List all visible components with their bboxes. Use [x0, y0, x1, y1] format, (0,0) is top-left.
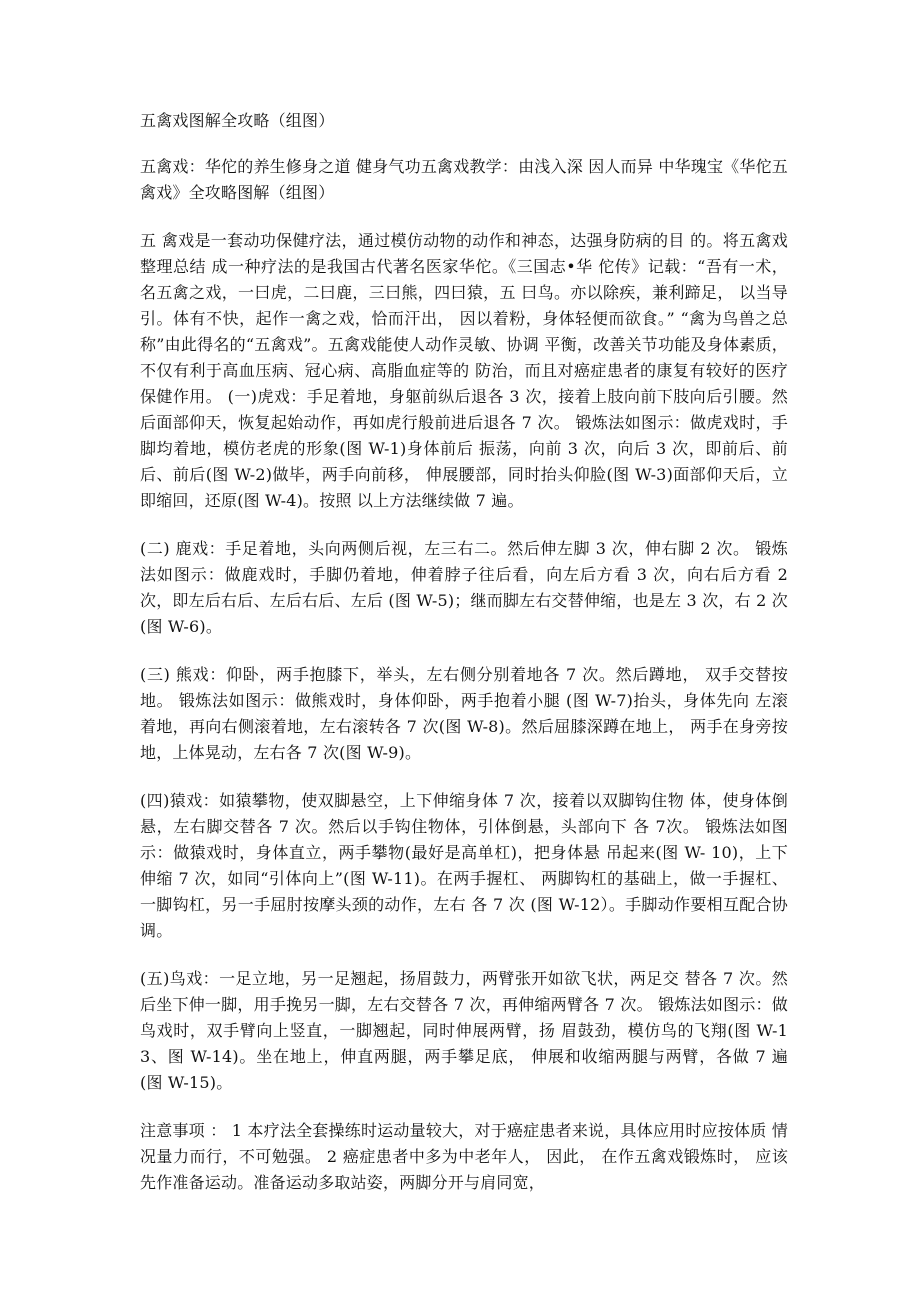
document-title: 五禽戏图解全攻略（组图） — [140, 111, 335, 130]
paragraph-intro-tiger: 五 禽戏是一套动功保健疗法，通过模仿动物的动作和神态，达强身防病的目 的。将五禽戏整理总结 成一种疗法的是我国古代著名医家华佗。《三国志•华 佗传》记载：“吾有一术，名五禽之戏，一曰虎，二曰鹿，三曰熊，四曰猿，五 曰鸟。亦以除疾，兼利蹄足， 以当导引。体有不快，起作一禽之戏，恰而汗出， 因以着粉，身体轻便而欲食。” “禽为鸟兽之总称”由此得名的“五禽戏”。五禽戏能使人动作灵敏、协调 平衡，改善关节功能及身体素质，不仅有利于高血压病、冠心病、高脂血症等的 防治，而且对癌症患者的康复有较好的医疗保健作用。 (一)虎戏：手足着地，身躯前纵后退各 3 次，接着上肢向前下肢向后引腰。然后面部仰天，恢复起始动作，再如虎行般前进后退各 7 次。 锻炼法如图示：做虎戏时，手脚均着地，模仿老虎的形象(图 W-1)身体前后 振荡，向前 3 次，向后 3 次，即前后、前后、前后(图 W-2)做毕，两手向前移， 伸展腰部，同时抬头仰脸(图 W-3)面部仰天后，立即缩回，还原(图 W-4)。按照 以上方法继续做 7 遍。 — [140, 231, 788, 510]
document-page — [140, 108, 788, 1218]
paragraph-deer: (二) 鹿戏：手足着地，头向两侧后视，左三右二。然后伸左脚 3 次，伸右脚 2 次。 锻炼法如图示：做鹿戏时，手脚仍着地，伸着脖子往后看，向左后方看 3 次，向右后方看 2 次，即左后右后、左后右后、左后 (图 W-5)；继而脚左右交替伸缩，也是左 3 次，右 2 次(图 W-6)。 — [140, 539, 788, 636]
paragraph-bird: (五)鸟戏：一足立地，另一足翘起，扬眉鼓力，两臂张开如欲飞状，两足交 替各 7 次。然后坐下伸一脚，用手挽另一脚，左右交替各 7 次，再伸缩两臂各 7 次。 锻炼法如图示：做鸟戏时，双手臂向上竖直，一脚翘起，同时伸展两臂，扬 眉鼓劲，模仿鸟的飞翔(图 W-13、图 W-14)。坐在地上，伸直两腿，两手攀足底， 伸展和收缩两腿与两臂，各做 7 遍 (图 W-15)。 — [140, 969, 788, 1092]
paragraph-notes: 注意事项 ： 1 本疗法全套操练时运动量较大，对于癌症患者来说，具体应用时应按体质 情况量力而行，不可勉强。 2 癌症患者中多为中老年人， 因此， 在作五禽戏锻炼时， 应该先作准备运动。准备运动多取站姿，两脚分开与肩同宽， — [140, 1121, 788, 1192]
paragraph-bear: (三) 熊戏：仰卧，两手抱膝下，举头，左右侧分别着地各 7 次。然后蹲地， 双手交替按地。 锻炼法如图示：做熊戏时，身体仰卧，两手抱着小腿 (图 W-7)抬头，身体先向 左滚着地，再向右侧滚着地，左右滚转各 7 次(图 W-8)。然后屈膝深蹲在地上， 两手在身旁按地，上体晃动，左右各 7 次(图 W-9)。 — [140, 665, 788, 762]
document-subtitle: 五禽戏：华佗的养生修身之道 健身气功五禽戏教学：由浅入深 因人而异 中华瑰宝《华佗五禽戏》全攻略图解（组图） — [140, 157, 788, 202]
paragraph-ape: (四)猿戏：如猿攀物，使双脚悬空，上下伸缩身体 7 次，接着以双脚钩住物 体，使身体倒悬，左右脚交替各 7 次。然后以手钩住物体，引体倒悬，头部向下 各 7次。 锻炼法如图示：做猿戏时，身体直立，两手攀物(最好是高单杠)，把身体悬 吊起来(图 W- 10)，上下伸缩 7 次，如同“引体向上”(图 W-11)。在两手握杠、 两脚钩杠的基础上，做一手握杠、一脚钩杠，另一手屈肘按摩头颈的动作，左右 各 7 次 (图 W-12）。手脚动作要相互配合协调。 — [140, 791, 788, 940]
